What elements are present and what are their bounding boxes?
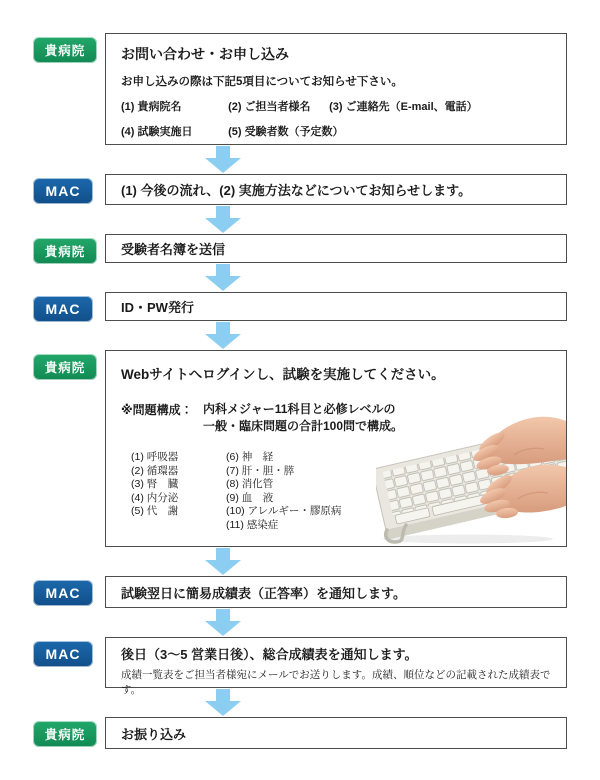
- actor-badge-mac: MAC: [33, 580, 93, 606]
- subject-item: (2) 循環器: [131, 464, 179, 477]
- step-quick-results: [45, 576, 567, 608]
- flow-arrow-down-icon: [204, 146, 242, 173]
- step-title: 試験翌日に簡易成績表（正答率）を通知します。: [121, 585, 406, 601]
- step-box: [105, 717, 567, 749]
- actor-badge-mac: MAC: [33, 296, 93, 322]
- flow-arrow-down-icon: [204, 322, 242, 349]
- flow-arrow-down-icon: [204, 264, 242, 291]
- step-box: [105, 292, 567, 321]
- actor-badge-hospital: 貴病院: [33, 37, 97, 63]
- step-title: (1) 今後の流れ、(2) 実施方法などについてお知らせします。: [121, 183, 472, 198]
- step-title: Webサイトへログインし、試験を実施してください。: [121, 367, 445, 382]
- step-box: [105, 33, 567, 145]
- step-box: [105, 637, 567, 696]
- step-id-pw-issue: [45, 292, 567, 321]
- required-item: (2) ご担当者様名: [228, 101, 311, 113]
- flow-arrow-down-icon: [204, 548, 242, 575]
- actor-badge-mac: MAC: [33, 641, 93, 667]
- subject-item: (4) 内分泌: [131, 491, 179, 504]
- exam-structure-text: [203, 401, 403, 435]
- step-box: [105, 174, 567, 205]
- subject-item: (9) 血 液: [226, 491, 274, 504]
- subject-item: (6) 神 経: [226, 451, 274, 463]
- required-item: (4) 試験実施日: [121, 126, 193, 138]
- step-mac-information: [45, 174, 567, 205]
- required-items-row2: [121, 123, 554, 139]
- required-item: (3) ご連絡先（E-mail、電話）: [329, 101, 478, 113]
- step-full-results: [45, 637, 567, 696]
- subject-item: (3) 腎 臓: [131, 478, 179, 490]
- subject-item: (7) 肝・胆・膵: [226, 464, 295, 477]
- step-payment: [44, 717, 567, 749]
- required-items-row1: [121, 98, 554, 114]
- required-item: (1) 貴病院名: [121, 101, 182, 113]
- flow-connector: [0, 321, 600, 350]
- flow-arrow-down-icon: [204, 206, 242, 233]
- exam-structure-label: ※問題構成：: [121, 403, 193, 417]
- step-title: 受験者名簿を送信: [121, 242, 226, 257]
- step-title: 後日（3～5 営業日後）、総合成績表を通知します。: [121, 647, 418, 662]
- actor-badge-mac: MAC: [33, 178, 93, 204]
- subject-column-2: [226, 451, 396, 532]
- subject-item: (8) 消化管: [226, 478, 274, 490]
- flow-arrow-down-icon: [204, 609, 242, 636]
- subject-item: (5) 代 謝: [131, 505, 179, 517]
- step-box: [105, 576, 567, 608]
- flow-connector: [0, 547, 600, 576]
- step-inquiry: [44, 33, 567, 145]
- step-title: ID・PW発行: [121, 300, 194, 315]
- subject-item: (11) 感染症: [226, 518, 279, 531]
- subject-item: (10) アレルギー・膠原病: [226, 505, 342, 517]
- actor-badge-hospital: 貴病院: [33, 238, 97, 264]
- flow-connector: [0, 205, 600, 234]
- step-note: お申し込みの際は下記5項目についてお知らせ下さい。: [121, 76, 403, 88]
- flow-connector: [0, 263, 600, 292]
- actor-badge-hospital: 貴病院: [33, 354, 97, 380]
- step-box: [105, 350, 567, 547]
- actor-badge-hospital: 貴病院: [33, 721, 97, 747]
- exam-structure-line2: 一般・臨床問題の合計100問で構成。: [203, 419, 404, 433]
- step-note: 成績一覧表をご担当者様宛にメールでお送りします。成績、順位などの記載された成績表です。: [121, 669, 551, 696]
- required-item: (5) 受験者数（予定数）: [228, 126, 344, 138]
- keyboard-hands-photo: [376, 399, 566, 545]
- step-title: お問い合わせ・お申し込み: [121, 46, 289, 62]
- step-run-exam: [44, 350, 567, 547]
- step-box: [105, 234, 567, 263]
- exam-structure-line1: 内科メジャー11科目と必修レベルの: [203, 402, 396, 416]
- step-send-roster: [44, 234, 567, 263]
- subject-column-1: [121, 451, 226, 532]
- subject-item: (1) 呼吸器: [131, 451, 179, 463]
- flow-connector: [0, 608, 600, 637]
- step-title: お振り込み: [121, 726, 187, 742]
- flow-connector: [0, 145, 600, 174]
